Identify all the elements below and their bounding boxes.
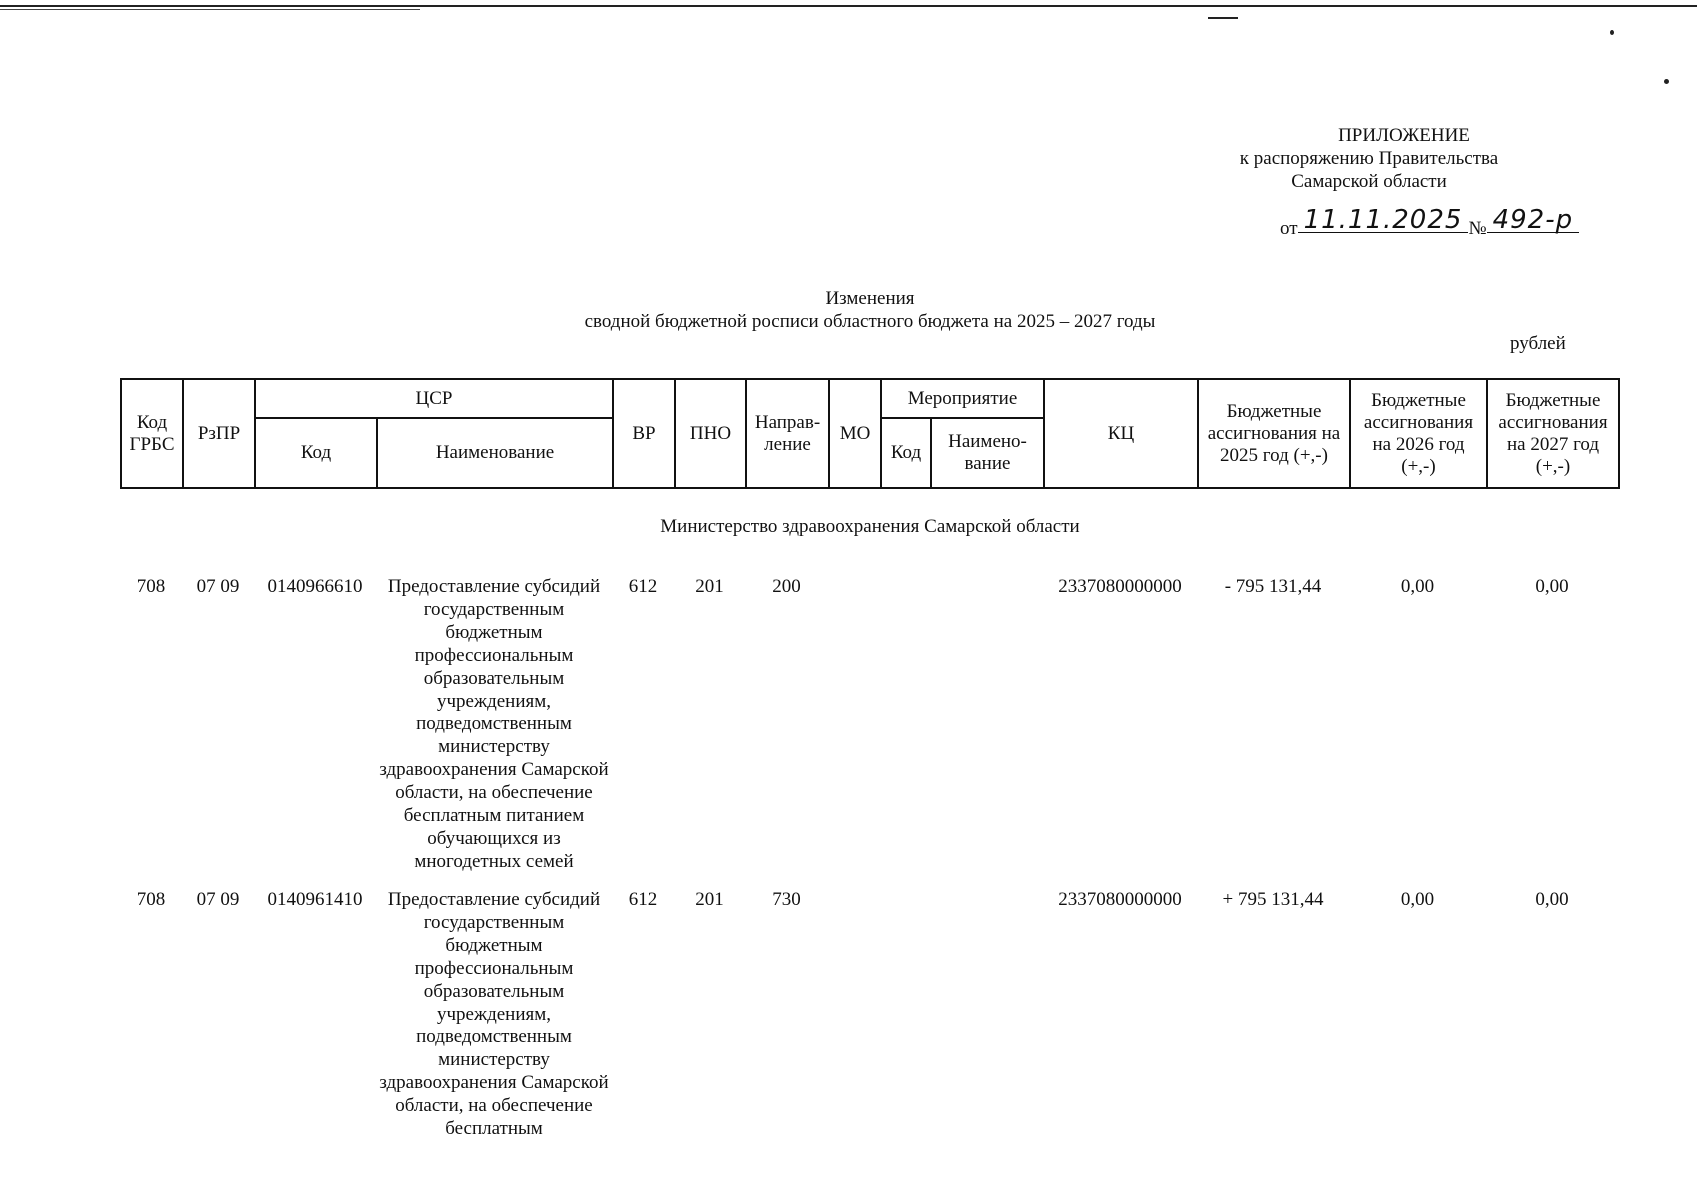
header-budget-2027: Бюджетные ассигнования на 2027 год (+,-)	[1487, 379, 1619, 488]
top-scan-rule	[0, 5, 1697, 7]
handwritten-number: 492-р	[1487, 208, 1580, 233]
units-label: рублей	[1510, 333, 1566, 354]
appendix-line-1: к распоряжению Правительства	[1239, 148, 1499, 169]
header-kc: КЦ	[1044, 379, 1198, 488]
header-table	[120, 378, 1620, 489]
header-mer-name: Наимено-вание	[931, 418, 1044, 488]
scan-speck	[1664, 79, 1669, 84]
cell-budget-2025: - 795 131,44	[1224, 576, 1322, 597]
cell-napravlenie: 730	[772, 889, 801, 910]
header-csr: ЦСР	[255, 379, 613, 418]
cell-budget-2027: 0,00	[1535, 889, 1569, 910]
cell-budget-2026: 0,00	[1400, 576, 1435, 597]
title-line-2: сводной бюджетной росписи областного бюджета на 2025 – 2027 годы	[584, 311, 1156, 332]
order-date-number	[1280, 205, 1579, 240]
cell-kc: 2337080000000	[1058, 576, 1182, 597]
header-csr-name: Наименование	[377, 418, 613, 488]
header-pno: ПНО	[675, 379, 746, 488]
appendix-line-2: Самарской области	[1291, 171, 1447, 192]
cell-budget-2027: 0,00	[1535, 576, 1569, 597]
approval-block	[1210, 124, 1540, 193]
top-scan-rule-secondary	[0, 9, 420, 10]
header-budget-2026: Бюджетные ассигнования на 2026 год (+,-)	[1350, 379, 1487, 488]
header-napravlenie: Направ-ление	[746, 379, 829, 488]
scan-speck	[1208, 17, 1238, 19]
header-meropriyatie: Мероприятие	[881, 379, 1044, 418]
cell-napravlenie: 200	[772, 576, 801, 597]
cell-budget-2026: 0,00	[1400, 889, 1435, 910]
header-budget-2025: Бюджетные ассигнования на 2025 год (+,-)	[1198, 379, 1350, 488]
title-line-1: Изменения	[825, 288, 915, 309]
header-mer-kod: Код	[881, 418, 931, 488]
cell-vr: 612	[628, 889, 658, 910]
cell-budget-2025: + 795 131,44	[1222, 889, 1324, 910]
cell-csr: 0140966610	[267, 576, 363, 597]
header-mo: МО	[829, 379, 881, 488]
cell-name: Предоставление субсидий государственным бюджетным профессиональным образовательным учреждениям, подведомственным министерству здравоохранения Самарской области, на обеспечение бесплатным	[379, 889, 609, 1140]
header-kod-grbs: Код ГРБС	[121, 379, 183, 488]
cell-rzpr: 07 09	[196, 889, 240, 910]
cell-name: Предоставление субсидий государственным бюджетным профессиональным образовательным учреждениям, подведомственным министерству здравоохранения Самарской области, на обеспечение бесплатным питанием обучающихся из многодетных семей	[379, 576, 609, 872]
scan-speck	[1610, 30, 1614, 35]
document-title	[0, 287, 1697, 333]
date-prefix: от	[1280, 218, 1298, 239]
cell-kc: 2337080000000	[1058, 889, 1182, 910]
header-csr-kod: Код	[255, 418, 377, 488]
cell-vr: 612	[628, 576, 658, 597]
header-vr: ВР	[613, 379, 675, 488]
cell-grbs: 708	[136, 889, 166, 910]
appendix-title: ПРИЛОЖЕНИЕ	[1338, 125, 1470, 146]
cell-grbs: 708	[136, 576, 166, 597]
header-rzpr: РзПР	[183, 379, 255, 488]
handwritten-date: 11.11.2025	[1298, 208, 1469, 233]
ministry-heading: Министерство здравоохранения Самарской области	[660, 516, 1080, 537]
cell-pno: 201	[695, 576, 724, 597]
cell-csr: 0140961410	[267, 889, 363, 910]
cell-rzpr: 07 09	[196, 576, 240, 597]
number-sign: №	[1468, 218, 1487, 239]
cell-pno: 201	[695, 889, 724, 910]
